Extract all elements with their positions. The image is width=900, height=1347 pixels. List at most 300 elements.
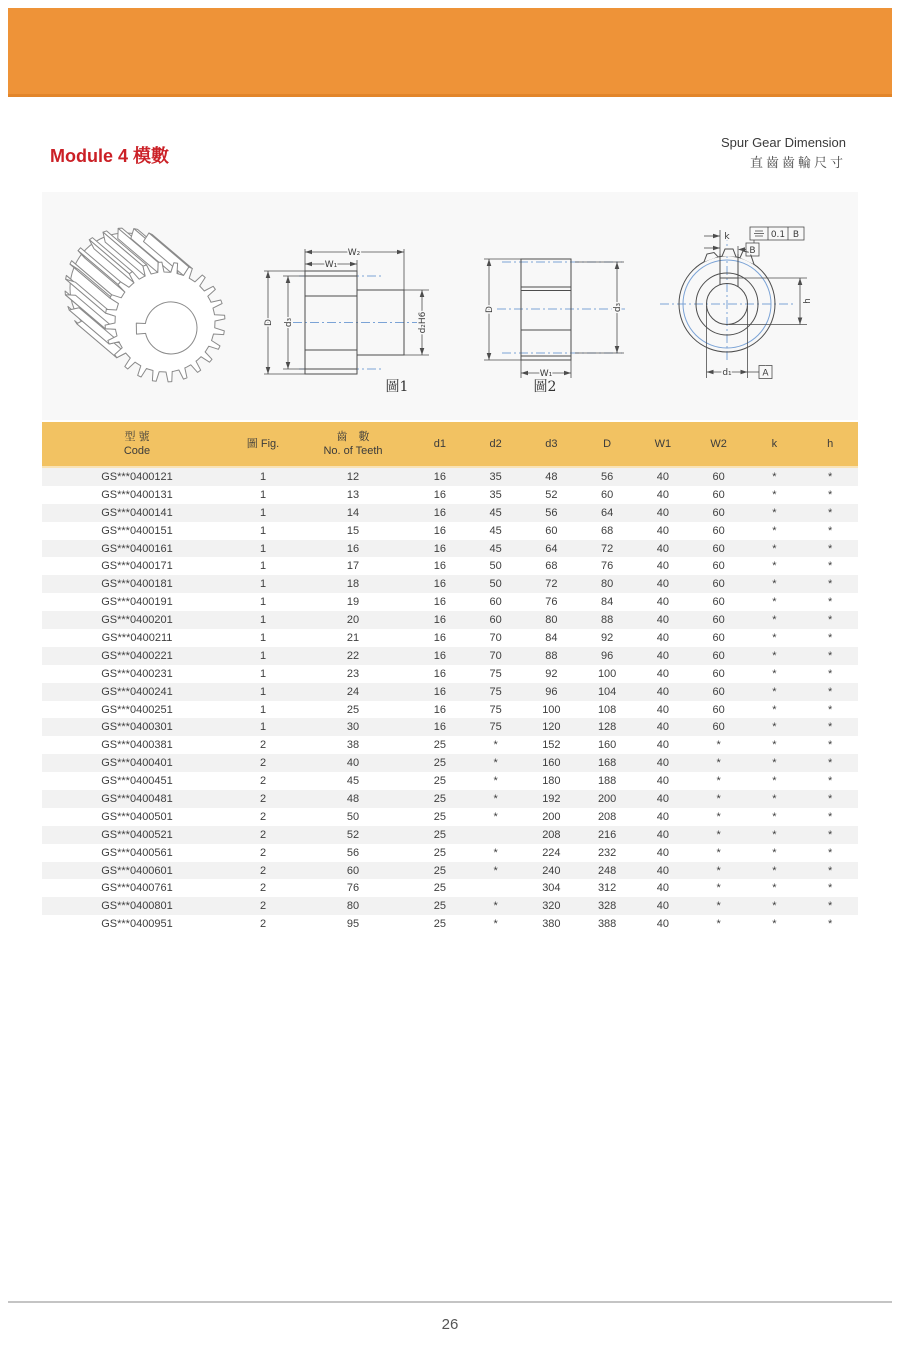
table-cell: *: [468, 897, 524, 915]
fig1-label-D: D: [264, 319, 274, 326]
table-cell: 23: [346, 667, 360, 680]
table-cell: GS***0400401: [42, 754, 232, 772]
table-cell: 2: [259, 918, 267, 931]
fig1-label-d2: d₂H6: [418, 311, 428, 334]
table-cell: 30: [294, 718, 412, 736]
table-row: [42, 522, 858, 540]
table-cell: *: [802, 826, 858, 844]
table-cell: 320: [524, 897, 580, 915]
table-cell: 52: [294, 826, 412, 844]
table-cell: 16: [412, 467, 468, 486]
column-header-k: k: [747, 422, 803, 467]
table-cell: GS***0400181: [42, 575, 232, 593]
table-cell: 40: [635, 718, 691, 736]
table-cell: 60: [712, 560, 725, 573]
table-cell: 18: [294, 575, 412, 593]
table-cell: 40: [656, 918, 669, 931]
table-header-row: [42, 422, 858, 467]
table-cell: 96: [524, 683, 580, 701]
table-row: [42, 897, 858, 915]
table-cell: *: [772, 488, 777, 501]
table-row: [42, 486, 858, 504]
table-row: [42, 790, 858, 808]
table-cell: 240: [524, 862, 580, 880]
table-cell: 104: [579, 683, 635, 701]
table-cell: 2: [232, 862, 294, 880]
table-cell: 120: [524, 718, 580, 736]
column-header-W2: W2: [691, 422, 747, 467]
fcf-datum-ref: B: [792, 230, 800, 240]
table-cell: 40: [656, 631, 669, 644]
table-cell: 70: [489, 631, 502, 644]
table-cell: *: [827, 631, 833, 644]
table-cell: 1: [259, 488, 267, 501]
table-cell: 160: [524, 754, 580, 772]
table-cell: *: [802, 718, 858, 736]
table-cell: *: [747, 897, 803, 915]
table-cell: *: [691, 754, 747, 772]
table-row: [42, 683, 858, 701]
table-cell: 25: [412, 862, 468, 880]
table-cell: 128: [579, 718, 635, 736]
table-cell: 60: [712, 524, 725, 537]
table-cell: 388: [597, 918, 617, 931]
table-cell: 25: [433, 918, 446, 931]
table-row: [42, 772, 858, 790]
table-cell: GS***0400241: [42, 683, 232, 701]
table-cell: *: [747, 647, 803, 665]
top-orange-banner: [8, 8, 892, 97]
table-row: [42, 593, 858, 611]
table-row: [42, 826, 858, 844]
table-cell: 60: [712, 667, 725, 680]
table-cell: 96: [579, 647, 635, 665]
table-cell: 40: [656, 667, 669, 680]
table-cell: 40: [635, 683, 691, 701]
table-cell: 64: [579, 504, 635, 522]
table-cell: 60: [691, 611, 747, 629]
table-cell: *: [691, 862, 747, 880]
table-row: [42, 915, 858, 933]
table-cell: GS***0400951: [101, 918, 173, 931]
table-cell: GS***0400221: [42, 647, 232, 665]
table-cell: 60: [468, 611, 524, 629]
table-cell: 17: [346, 560, 360, 573]
table-cell: 25: [412, 897, 468, 915]
table-cell: 19: [346, 596, 360, 609]
table-cell: 168: [579, 754, 635, 772]
table-cell: *: [827, 667, 833, 680]
table-cell: *: [747, 611, 803, 629]
table-cell: 40: [656, 560, 669, 573]
table-cell: *: [802, 540, 858, 558]
column-header-d2: d2: [468, 422, 524, 467]
table-cell: 45: [468, 504, 524, 522]
table-cell: *: [772, 560, 777, 573]
table-row: [42, 844, 858, 862]
table-cell: *: [747, 504, 803, 522]
table-cell: 45: [468, 540, 524, 558]
table-cell: *: [493, 739, 498, 752]
table-cell: 75: [468, 718, 524, 736]
table-cell: GS***0400171: [101, 560, 173, 573]
table-cell: *: [827, 810, 833, 823]
page-title: [50, 142, 169, 168]
table-cell: 70: [468, 647, 524, 665]
table-cell: *: [827, 775, 833, 788]
table-cell: 1: [232, 683, 294, 701]
table-cell: 152: [542, 739, 561, 752]
table-cell: 2: [259, 810, 267, 823]
table-cell: 40: [656, 775, 669, 788]
table-cell: 84: [601, 596, 614, 609]
table-cell: 25: [433, 882, 446, 895]
table-row: [42, 754, 858, 772]
table-cell: *: [691, 897, 747, 915]
table-cell: 25: [433, 846, 446, 859]
table-cell: *: [802, 611, 858, 629]
table-cell: 1: [259, 631, 267, 644]
page-subtitle: [721, 133, 846, 173]
table-row: [42, 467, 858, 486]
table-cell: 16: [433, 560, 446, 573]
subtitle-zh: 直齒齒輪尺寸: [749, 155, 846, 171]
table-cell: 75: [489, 703, 502, 716]
table-cell: 40: [656, 596, 669, 609]
table-cell: 60: [691, 575, 747, 593]
table-cell: *: [747, 467, 803, 486]
table-cell: *: [802, 467, 858, 486]
page-title-zh: 模數: [133, 146, 170, 166]
front-label-d1: d₁: [722, 368, 732, 378]
table-cell: 60: [691, 504, 747, 522]
table-cell: 1: [232, 718, 294, 736]
table-cell: GS***0400121: [42, 467, 232, 486]
table-cell: 1: [259, 524, 267, 537]
table-cell: 40: [635, 467, 691, 486]
table-cell: 2: [232, 897, 294, 915]
table-cell: *: [827, 703, 833, 716]
table-row: [42, 879, 858, 897]
table-cell: *: [827, 739, 833, 752]
table-row: [42, 647, 858, 665]
table-cell: 60: [545, 524, 558, 537]
table-cell: 312: [597, 882, 617, 895]
footer-divider: [8, 1301, 892, 1303]
table-cell: 40: [635, 575, 691, 593]
table-cell: 12: [294, 467, 412, 486]
drawing-panel: [42, 192, 858, 420]
table-cell: *: [802, 504, 858, 522]
table-cell: *: [772, 846, 777, 859]
column-header-h: h: [802, 422, 858, 467]
table-cell: *: [716, 739, 721, 752]
table-cell: 60: [712, 703, 725, 716]
table-cell: 16: [433, 596, 446, 609]
table-cell: 45: [346, 775, 360, 788]
table-cell: GS***0400161: [42, 540, 232, 558]
table-cell: *: [827, 846, 833, 859]
table-cell: *: [716, 918, 721, 931]
table-cell: 45: [489, 524, 502, 537]
table-cell: 48: [524, 467, 580, 486]
table-cell: 100: [597, 667, 617, 680]
symmetry-symbol-icon: [754, 231, 764, 236]
table-cell: 64: [524, 540, 580, 558]
table-cell: 2: [259, 739, 267, 752]
fig2-label-D: D: [485, 306, 495, 313]
table-cell: 232: [597, 846, 617, 859]
table-cell: *: [716, 775, 721, 788]
table-cell: 40: [294, 754, 412, 772]
table-cell: 72: [524, 575, 580, 593]
table-cell: 60: [489, 596, 502, 609]
fcf-tolerance-value: 0.1: [770, 230, 786, 240]
column-header-D: D: [579, 422, 635, 467]
table-cell: 188: [597, 775, 617, 788]
table-row: [42, 718, 858, 736]
table-cell: 60: [712, 631, 725, 644]
table-cell: GS***0400451: [101, 775, 173, 788]
table-cell: GS***0400151: [101, 524, 173, 537]
table-cell: 16: [412, 683, 468, 701]
table-cell: 16: [294, 540, 412, 558]
table-cell: *: [802, 790, 858, 808]
fig2-label-d3: d₃: [613, 302, 623, 313]
table-cell: *: [802, 575, 858, 593]
table-cell: 68: [545, 560, 558, 573]
table-cell: GS***0400201: [42, 611, 232, 629]
table-cell: 76: [545, 596, 558, 609]
table-cell: *: [827, 882, 833, 895]
table-cell: 100: [542, 703, 561, 716]
table-cell: 68: [601, 524, 614, 537]
table-cell: 40: [656, 810, 669, 823]
table-cell: *: [772, 882, 777, 895]
table-cell: 76: [346, 882, 360, 895]
table-cell: *: [747, 540, 803, 558]
table-cell: *: [772, 739, 777, 752]
table-cell: 1: [259, 596, 267, 609]
table-cell: *: [468, 754, 524, 772]
table-cell: *: [802, 647, 858, 665]
table-row: [42, 629, 858, 647]
table-cell: 1: [232, 575, 294, 593]
table-cell: GS***0400501: [101, 810, 173, 823]
table-cell: 2: [259, 882, 267, 895]
subtitle-en: Spur Gear Dimension: [721, 135, 846, 150]
gear-table-body: [42, 467, 858, 933]
table-cell: 192: [524, 790, 580, 808]
table-cell: 80: [579, 575, 635, 593]
table-cell: 216: [579, 826, 635, 844]
fig1-label-d3: d₃: [284, 317, 294, 328]
table-row: [42, 557, 858, 575]
front-label-k: k: [724, 232, 730, 242]
table-cell: 25: [433, 810, 446, 823]
table-cell: GS***0400561: [101, 846, 173, 859]
table-cell: 92: [601, 631, 614, 644]
table-cell: *: [716, 810, 721, 823]
table-cell: 40: [635, 897, 691, 915]
table-cell: 180: [542, 775, 561, 788]
table-cell: 50: [346, 810, 360, 823]
table-cell: [468, 879, 524, 897]
table-cell: 16: [433, 703, 446, 716]
datum-b-label: B: [749, 246, 756, 256]
table-cell: GS***0400481: [42, 790, 232, 808]
fig1-drawing: [257, 237, 487, 382]
table-cell: GS***0400601: [42, 862, 232, 880]
table-cell: GS***0400761: [101, 882, 173, 895]
column-header-d1: d1: [412, 422, 468, 467]
table-cell: GS***0400141: [42, 504, 232, 522]
table-cell: *: [827, 596, 833, 609]
table-cell: 25: [412, 790, 468, 808]
table-cell: 16: [412, 504, 468, 522]
table-cell: 76: [601, 560, 614, 573]
table-cell: 50: [489, 560, 502, 573]
table-cell: *: [747, 754, 803, 772]
table-cell: 200: [579, 790, 635, 808]
table-row: [42, 504, 858, 522]
table-cell: 21: [346, 631, 360, 644]
table-cell: 56: [579, 467, 635, 486]
table-cell: 1: [259, 560, 267, 573]
table-cell: 75: [489, 667, 502, 680]
table-cell: 50: [468, 575, 524, 593]
table-cell: GS***0400211: [101, 631, 173, 644]
table-cell: 1: [232, 540, 294, 558]
table-cell: 40: [656, 882, 669, 895]
table-cell: *: [691, 826, 747, 844]
table-cell: 13: [346, 488, 360, 501]
table-cell: 40: [635, 504, 691, 522]
table-cell: 25: [412, 826, 468, 844]
table-cell: 60: [601, 488, 614, 501]
table-cell: *: [802, 754, 858, 772]
table-cell: 16: [433, 667, 446, 680]
table-cell: 200: [542, 810, 561, 823]
table-cell: *: [802, 683, 858, 701]
table-cell: 40: [656, 488, 669, 501]
table-row: [42, 862, 858, 880]
table-cell: *: [691, 790, 747, 808]
table-cell: GS***0400251: [101, 703, 173, 716]
table-cell: 14: [294, 504, 412, 522]
table-cell: 16: [412, 611, 468, 629]
table-cell: 40: [635, 540, 691, 558]
table-row: [42, 736, 858, 754]
table-cell: 16: [433, 488, 446, 501]
table-cell: *: [772, 703, 777, 716]
datum-a-label: A: [762, 368, 769, 379]
page-title-en: Module 4: [50, 146, 129, 166]
table-cell: *: [493, 775, 498, 788]
table-cell: 40: [635, 754, 691, 772]
table-cell: 24: [294, 683, 412, 701]
table-cell: 40: [635, 862, 691, 880]
table-cell: 160: [597, 739, 617, 752]
fig1-label-w1: W₁: [324, 260, 338, 270]
table-cell: 88: [524, 647, 580, 665]
table-cell: 60: [691, 683, 747, 701]
table-cell: 20: [294, 611, 412, 629]
table-cell: *: [802, 862, 858, 880]
table-cell: 75: [468, 683, 524, 701]
fig2-label-w1: W₁: [539, 369, 553, 379]
table-row: [42, 575, 858, 593]
front-view-drawing: [642, 202, 858, 392]
gear-dimension-table: [42, 422, 858, 933]
fig2-drawing: [472, 247, 642, 387]
table-cell: 72: [579, 540, 635, 558]
table-cell: GS***0400191: [101, 596, 173, 609]
table-cell: GS***0400381: [101, 739, 173, 752]
table-cell: GS***0400521: [42, 826, 232, 844]
table-cell: *: [772, 524, 777, 537]
table-cell: *: [827, 488, 833, 501]
table-cell: 84: [545, 631, 558, 644]
table-cell: 16: [412, 575, 468, 593]
table-cell: [468, 826, 524, 844]
table-cell: 208: [597, 810, 617, 823]
table-cell: *: [716, 882, 721, 895]
table-cell: 40: [656, 739, 669, 752]
table-row: [42, 665, 858, 683]
page-number: 26: [441, 1316, 459, 1333]
table-cell: 15: [346, 524, 360, 537]
table-cell: *: [772, 667, 777, 680]
table-cell: 1: [259, 703, 267, 716]
table-cell: 40: [656, 524, 669, 537]
table-cell: 2: [232, 754, 294, 772]
table-cell: 25: [346, 703, 360, 716]
table-cell: 22: [294, 647, 412, 665]
table-cell: 35: [489, 488, 502, 501]
table-cell: *: [493, 918, 498, 931]
table-cell: *: [827, 918, 833, 931]
table-cell: 2: [259, 775, 267, 788]
table-cell: *: [747, 718, 803, 736]
table-cell: 40: [635, 611, 691, 629]
table-cell: 60: [712, 488, 725, 501]
table-cell: 92: [545, 667, 558, 680]
table-cell: *: [747, 826, 803, 844]
table-row: [42, 808, 858, 826]
front-label-h: h: [803, 298, 813, 304]
table-cell: 25: [412, 754, 468, 772]
column-header-code: 型 號 Code: [42, 422, 232, 467]
table-cell: 35: [468, 467, 524, 486]
table-cell: 56: [346, 846, 360, 859]
table-cell: 48: [294, 790, 412, 808]
table-cell: 25: [433, 775, 446, 788]
table-row: [42, 611, 858, 629]
table-cell: *: [468, 862, 524, 880]
table-cell: 80: [294, 897, 412, 915]
table-cell: *: [802, 897, 858, 915]
table-cell: 2: [259, 846, 267, 859]
table-cell: 52: [545, 488, 558, 501]
table-row: [42, 540, 858, 558]
fig1-label-w2: W₂: [347, 248, 361, 258]
table-cell: *: [747, 683, 803, 701]
table-cell: 40: [635, 647, 691, 665]
table-cell: 25: [433, 739, 446, 752]
table-cell: 1: [232, 611, 294, 629]
table-cell: 2: [232, 790, 294, 808]
